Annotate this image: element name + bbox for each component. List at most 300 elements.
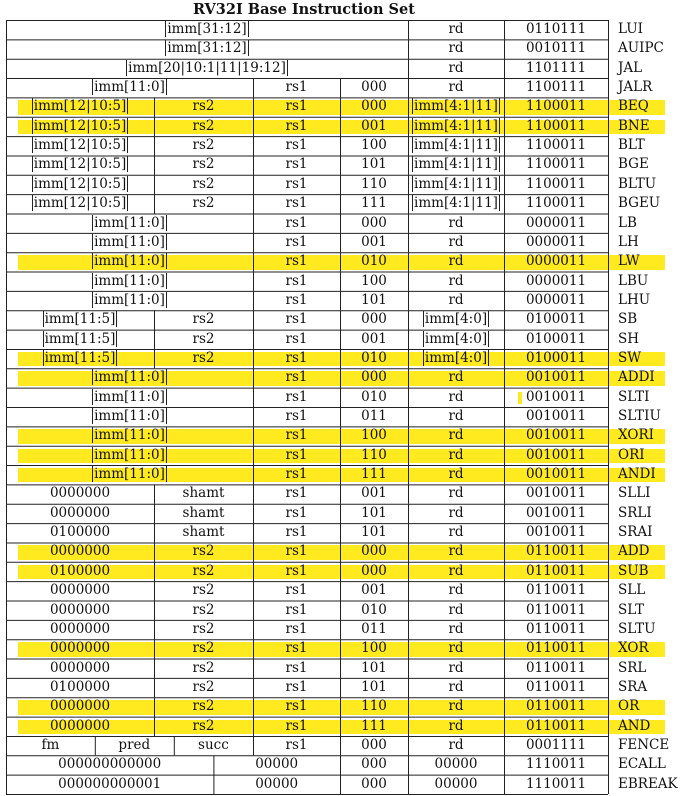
field-value: rd (448, 640, 464, 657)
field-value: rd (448, 717, 464, 734)
field-cell (340, 407, 408, 426)
instruction-name: SRA (618, 678, 648, 695)
field-value: 000 (361, 311, 387, 328)
instruction-name: JAL (618, 59, 643, 76)
field-cell (6, 39, 408, 58)
field-cell (340, 601, 408, 620)
field-cell (6, 155, 154, 174)
field-value: 0000000 (49, 582, 111, 599)
field-cell (408, 523, 504, 542)
field-value: rs1 (285, 562, 308, 579)
field-value: 000 (361, 214, 387, 231)
field-cell (154, 504, 253, 523)
field-cell (408, 697, 504, 716)
field-cell (154, 659, 253, 678)
field-value: rs1 (285, 117, 308, 134)
field-value: rd (448, 736, 464, 753)
field-value: rs2 (192, 156, 215, 173)
field-cell (504, 523, 608, 542)
field-value: 0000000 (49, 620, 111, 637)
field-cell (154, 678, 253, 697)
field-value: rs1 (285, 214, 308, 231)
field-value: 000 (361, 775, 387, 792)
field-cell (6, 175, 154, 194)
field-cell (253, 601, 340, 620)
instruction-name: SRAI (618, 524, 653, 541)
instruction-name: ADDI (618, 369, 655, 386)
field-cell (504, 484, 608, 503)
field-cell (340, 117, 408, 136)
field-value: 000 (361, 79, 387, 96)
field-value: rd (448, 504, 464, 521)
field-cell (154, 620, 253, 639)
field-value: 0100011 (525, 349, 587, 366)
field-value: 0010111 (525, 40, 587, 57)
field-value: 0110011 (525, 562, 587, 579)
field-cell (340, 736, 408, 755)
field-value: 1100111 (525, 79, 587, 96)
instruction-name: FENCE (618, 736, 670, 753)
field-cell (504, 330, 608, 349)
field-value: 0000000 (49, 640, 111, 657)
field-cell (253, 252, 340, 271)
field-value: rd (448, 291, 464, 308)
field-value: 0110011 (525, 698, 587, 715)
field-value: rs1 (285, 388, 308, 405)
field-cell (504, 697, 608, 716)
field-value: 010 (361, 388, 387, 405)
field-cell (253, 620, 340, 639)
immediate-field: imm[12|10:5] (33, 98, 127, 115)
instruction-name: LW (618, 253, 640, 270)
field-value: 110 (361, 175, 387, 192)
field-value: 101 (361, 291, 387, 308)
field-cell (504, 678, 608, 697)
instruction-name: SLT (618, 601, 645, 618)
field-cell (504, 639, 608, 658)
field-value: 101 (361, 659, 387, 676)
field-value: 0000000 (49, 659, 111, 676)
field-value: 0100011 (525, 311, 587, 328)
field-value: 000 (361, 756, 387, 773)
field-cell (408, 601, 504, 620)
immediate-field: imm[4:1|11] (414, 156, 498, 173)
field-value: rs1 (285, 253, 308, 270)
field-cell (6, 581, 154, 600)
field-value: rd (448, 466, 464, 483)
field-value: rs1 (285, 466, 308, 483)
field-value: 111 (361, 466, 387, 483)
field-cell (340, 678, 408, 697)
field-value: rd (448, 698, 464, 715)
field-value: rs1 (285, 330, 308, 347)
field-cell (6, 678, 154, 697)
field-value: 1100011 (525, 137, 587, 154)
field-value: 1100011 (525, 98, 587, 115)
field-cell (408, 678, 504, 697)
immediate-field: imm[4:1|11] (414, 117, 498, 134)
field-cell (504, 542, 608, 561)
field-value: 0000011 (525, 253, 587, 270)
field-cell (213, 755, 340, 774)
instruction-name: LHU (618, 291, 651, 308)
field-cell (154, 175, 253, 194)
field-value: 0110011 (525, 543, 587, 560)
field-cell (253, 175, 340, 194)
instruction-name: SW (618, 349, 642, 366)
field-value: rd (448, 408, 464, 424)
field-cell (6, 484, 154, 503)
field-value: 1100011 (525, 175, 587, 192)
immediate-field: imm[4:1|11] (414, 175, 498, 192)
field-value: 000 (361, 543, 387, 560)
field-value: rd (448, 562, 464, 579)
field-cell (408, 659, 504, 678)
immediate-field: imm[11:5] (44, 330, 116, 347)
field-value: 000000000001 (58, 775, 162, 792)
field-cell (504, 310, 608, 329)
field-cell (253, 717, 340, 736)
field-cell (340, 620, 408, 639)
field-value: 1110011 (525, 756, 587, 773)
field-cell (154, 136, 253, 155)
field-cell (6, 59, 408, 78)
field-cell (504, 775, 608, 794)
field-cell (253, 407, 340, 426)
field-cell (408, 581, 504, 600)
field-cell (504, 233, 608, 252)
field-cell (504, 214, 608, 233)
field-value: rd (448, 253, 464, 270)
field-cell (6, 775, 213, 794)
field-value: rs1 (285, 349, 308, 366)
immediate-field: imm[4:0] (424, 311, 488, 328)
field-value: 0100000 (49, 524, 111, 541)
field-value: rs1 (285, 272, 308, 289)
field-value: 1101111 (525, 59, 587, 76)
immediate-field: imm[4:1|11] (414, 195, 498, 212)
field-cell (408, 20, 504, 39)
field-value: 0000000 (49, 717, 111, 734)
field-value: rd (448, 678, 464, 695)
field-cell (408, 117, 504, 136)
field-cell (154, 697, 253, 716)
immediate-field: imm[11:0] (94, 427, 165, 444)
field-cell (6, 136, 154, 155)
field-value: rs1 (285, 736, 308, 753)
field-cell (504, 407, 608, 426)
field-cell (6, 639, 154, 658)
field-value: 0000000 (49, 485, 111, 502)
field-cell (6, 117, 154, 136)
field-value: 0000011 (525, 214, 587, 231)
field-value: 001 (361, 330, 387, 347)
instruction-name: LUI (618, 21, 643, 37)
field-value: 00000 (255, 775, 299, 792)
field-cell (340, 214, 408, 233)
field-value: rs1 (285, 659, 308, 676)
field-cell (6, 426, 253, 445)
instruction-name: SRLI (618, 504, 652, 521)
field-value: rd (448, 543, 464, 560)
field-cell (340, 175, 408, 194)
instruction-name: BLT (618, 137, 645, 154)
field-cell (154, 484, 253, 503)
field-cell (340, 136, 408, 155)
field-value: 0010011 (525, 466, 587, 483)
field-cell (6, 446, 253, 465)
immediate-field: imm[11:5] (44, 349, 116, 366)
field-cell (504, 349, 608, 368)
field-value: 110 (361, 698, 387, 715)
field-cell (154, 155, 253, 174)
field-value: 0000011 (525, 291, 587, 308)
field-cell (253, 349, 340, 368)
field-value: 1100011 (525, 195, 587, 212)
field-cell (340, 484, 408, 503)
field-cell (6, 736, 95, 755)
field-value: rs1 (285, 640, 308, 657)
field-value: 0010011 (525, 504, 587, 521)
field-cell (253, 155, 340, 174)
field-cell (408, 388, 504, 407)
field-cell (340, 330, 408, 349)
field-cell (340, 717, 408, 736)
field-cell (6, 214, 253, 233)
field-cell (408, 233, 504, 252)
immediate-field: imm[31:12] (167, 21, 247, 37)
field-value: rs1 (285, 698, 308, 715)
field-value: rd (448, 40, 464, 57)
field-cell (504, 465, 608, 484)
field-cell (504, 59, 608, 78)
field-value: rd (448, 524, 464, 541)
field-cell (6, 349, 154, 368)
instruction-name: SRL (618, 659, 647, 676)
immediate-field: imm[20|10:1|11|19:12] (128, 59, 286, 76)
instruction-name: EBREAK (618, 775, 678, 792)
field-cell (253, 330, 340, 349)
field-cell (154, 117, 253, 136)
instruction-name: SH (618, 330, 640, 347)
field-value: rs1 (285, 504, 308, 521)
field-cell (253, 562, 340, 581)
immediate-field: imm[11:0] (94, 253, 165, 270)
field-value: rs2 (192, 698, 215, 715)
field-value: rs2 (192, 678, 215, 695)
field-cell (6, 601, 154, 620)
field-cell (154, 717, 253, 736)
field-value: 0000000 (49, 601, 111, 618)
field-cell (6, 233, 253, 252)
field-value: rs1 (285, 233, 308, 250)
instruction-name: ECALL (618, 756, 666, 773)
field-cell (408, 465, 504, 484)
field-cell (154, 97, 253, 116)
field-cell (253, 310, 340, 329)
field-value: 0110011 (525, 601, 587, 618)
field-cell (253, 659, 340, 678)
field-cell (154, 523, 253, 542)
field-cell (6, 755, 213, 774)
field-value: rd (448, 369, 464, 386)
field-cell (504, 620, 608, 639)
instruction-name: SUB (618, 562, 649, 579)
field-cell (253, 523, 340, 542)
field-cell (253, 214, 340, 233)
field-cell (504, 736, 608, 755)
field-cell (6, 194, 154, 213)
field-cell (408, 775, 504, 794)
field-cell (213, 775, 340, 794)
field-cell (408, 620, 504, 639)
field-value: rs2 (192, 543, 215, 560)
field-value: rd (448, 582, 464, 599)
field-cell (253, 697, 340, 716)
field-value: 1110011 (525, 775, 587, 792)
immediate-field: imm[4:0] (424, 330, 488, 347)
field-cell (340, 446, 408, 465)
field-cell (253, 542, 340, 561)
field-value: fm (41, 736, 60, 753)
field-value: 00000 (255, 756, 299, 773)
field-value: 010 (361, 349, 387, 366)
field-value: 001 (361, 582, 387, 599)
field-cell (408, 542, 504, 561)
instruction-name: SLTI (618, 388, 650, 405)
field-value: rs2 (192, 640, 215, 657)
field-value: 110 (361, 446, 387, 463)
field-value: rs2 (192, 175, 215, 192)
field-cell (340, 310, 408, 329)
field-cell (253, 736, 340, 755)
immediate-field: imm[12|10:5] (33, 117, 127, 134)
instruction-name: LB (618, 214, 637, 231)
field-cell (408, 639, 504, 658)
field-value: 0000011 (525, 233, 587, 250)
instruction-name: SLTU (618, 620, 656, 637)
field-value: rs1 (285, 524, 308, 541)
field-value: rs1 (285, 408, 308, 424)
instruction-name: XORI (618, 427, 654, 444)
field-value: rs1 (285, 601, 308, 618)
field-value: rs2 (192, 195, 215, 212)
field-value: 000 (361, 562, 387, 579)
field-value: rd (448, 388, 464, 405)
field-cell (340, 426, 408, 445)
field-cell (504, 136, 608, 155)
instruction-name: SLTIU (618, 408, 661, 424)
immediate-field: imm[12|10:5] (33, 156, 127, 173)
immediate-field: imm[11:0] (94, 79, 165, 96)
instruction-name: ANDI (618, 466, 656, 483)
field-cell (408, 736, 504, 755)
field-cell (340, 697, 408, 716)
field-cell (253, 117, 340, 136)
field-cell (340, 155, 408, 174)
field-cell (504, 291, 608, 310)
instruction-name: BGEU (618, 195, 661, 212)
field-value: rs1 (285, 195, 308, 212)
field-value: rs2 (192, 562, 215, 579)
field-value: 0010011 (525, 369, 587, 386)
field-cell (504, 252, 608, 271)
immediate-field: imm[4:0] (424, 349, 488, 366)
field-value: rs1 (285, 291, 308, 308)
instruction-name: BGE (618, 156, 649, 173)
immediate-field: imm[11:0] (94, 291, 165, 308)
field-value: 000000000000 (58, 756, 162, 773)
field-value: rd (448, 233, 464, 250)
field-value: 101 (361, 524, 387, 541)
immediate-field: imm[12|10:5] (33, 137, 127, 154)
field-value: rs2 (192, 330, 215, 347)
field-cell (408, 136, 504, 155)
field-value: 0010011 (525, 446, 587, 463)
field-value: succ (198, 736, 229, 753)
field-value: 010 (361, 601, 387, 618)
field-value: 0100000 (49, 678, 111, 695)
field-value: rs1 (285, 582, 308, 599)
field-value: 010 (361, 253, 387, 270)
field-cell (504, 194, 608, 213)
field-cell (408, 59, 504, 78)
field-value: rs1 (285, 156, 308, 173)
immediate-field: imm[11:0] (94, 446, 165, 463)
immediate-field: imm[4:1|11] (414, 98, 498, 115)
field-cell (253, 639, 340, 658)
field-value: 001 (361, 485, 387, 502)
field-cell (408, 368, 504, 387)
field-cell (340, 349, 408, 368)
field-value: 0110011 (525, 640, 587, 657)
field-cell (504, 601, 608, 620)
field-cell (340, 523, 408, 542)
field-value: rs2 (192, 717, 215, 734)
field-value: 0000000 (49, 698, 111, 715)
instruction-name: JALR (618, 79, 653, 96)
field-value: rs1 (285, 543, 308, 560)
field-value: rs2 (192, 137, 215, 154)
instruction-name: OR (618, 698, 640, 715)
field-cell (408, 504, 504, 523)
field-cell (408, 97, 504, 116)
field-cell (408, 272, 504, 291)
field-cell (504, 155, 608, 174)
field-cell (340, 233, 408, 252)
field-cell (154, 330, 253, 349)
field-cell (504, 20, 608, 39)
field-cell (174, 736, 253, 755)
instruction-name: SLLI (618, 485, 651, 502)
field-cell (408, 175, 504, 194)
field-cell (253, 97, 340, 116)
field-value: pred (118, 736, 151, 753)
field-value: 100 (361, 137, 387, 154)
field-value: rs2 (192, 582, 215, 599)
field-value: 0110011 (525, 582, 587, 599)
field-cell (253, 446, 340, 465)
field-value: rd (448, 659, 464, 676)
field-value: 000 (361, 369, 387, 386)
field-value: 1100011 (525, 117, 587, 134)
field-value: 101 (361, 678, 387, 695)
instruction-name: ADD (618, 543, 650, 560)
field-value: 100 (361, 427, 387, 444)
immediate-field: imm[12|10:5] (33, 175, 127, 192)
instruction-name: BNE (618, 117, 650, 134)
field-cell (340, 581, 408, 600)
